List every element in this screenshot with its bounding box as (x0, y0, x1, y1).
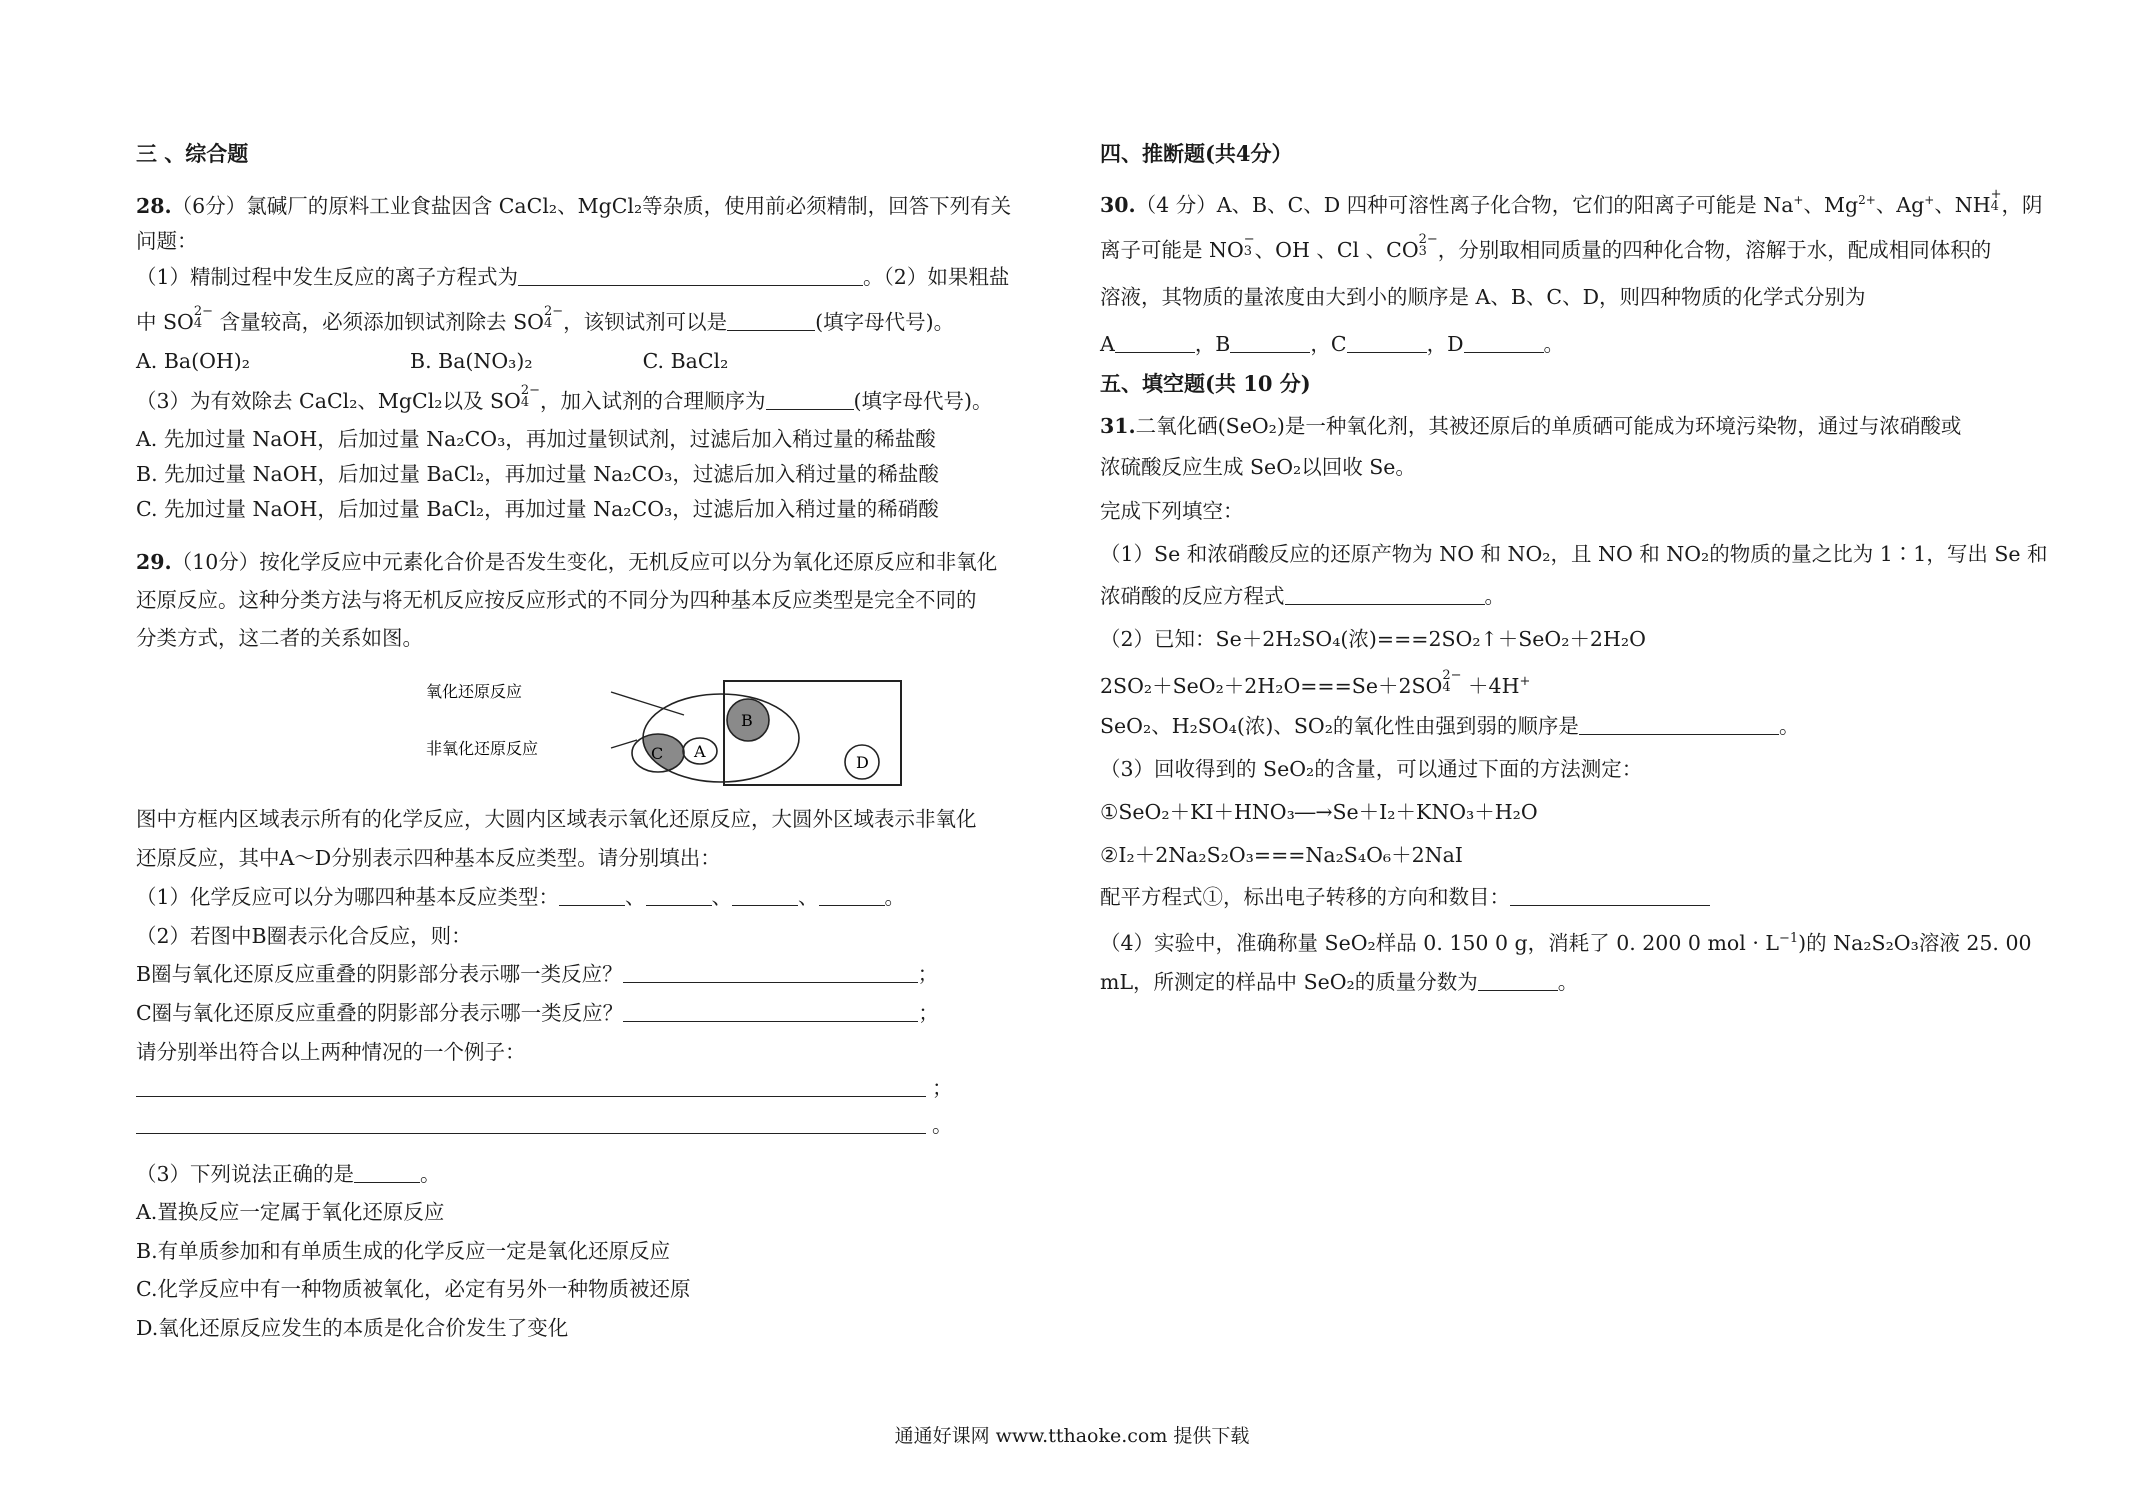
label-nonredox: 非氧化还原反应 (426, 739, 539, 758)
q31-line9: （3）回收得到的 SeO₂的含量，可以通过下面的方法测定： (1100, 757, 1643, 781)
q29-option-a: A.置换反应一定属于氧化还原反应 (136, 1200, 445, 1224)
blank[interactable] (623, 962, 918, 983)
blank[interactable] (1510, 885, 1710, 906)
answer-line-1-end: ； (932, 1076, 953, 1100)
blank[interactable] (1285, 584, 1485, 605)
q31-line4: （1）Se 和浓硝酸反应的还原产物为 NO 和 NO₂，且 NO 和 NO₂的物质的量之比为 1∶1，写出 Se 和 (1100, 542, 2048, 566)
blank[interactable] (727, 310, 815, 331)
q29-number: 29. (136, 550, 172, 574)
blank[interactable] (766, 389, 854, 410)
q29-line3: 分类方式，这二者的关系如图。 (136, 626, 423, 650)
q31-line2: 浓硫酸反应生成 SeO₂以回收 Se。 (1100, 455, 1416, 479)
q31-line12: 配平方程式①，标出电子转移的方向和数目： (1100, 883, 1710, 911)
q31-line14: mL，所测定的样品中 SeO₂的质量分数为 。 (1100, 970, 1579, 994)
q31-equation1: ①SeO₂＋KI＋HNO₃―→Se＋I₂＋KNO₃＋H₂O (1100, 800, 1538, 824)
q29-line10: 请分别举出符合以上两种情况的一个例子： (136, 1040, 526, 1064)
blank[interactable] (1347, 332, 1427, 353)
q28-line1: 28.（6分）氯碱厂的原料工业食盐因含 CaCl₂、MgCl₂等杂质，使用前必须精制，回答下列有关 (136, 194, 1012, 218)
q29-line5: 还原反应，其中A～D分别表示四种基本反应类型。请分别填出： (136, 846, 721, 870)
q29-line1: 29.（10分）按化学反应中元素化合价是否发生变化，无机反应可以分为氧化还原反应和非氧化 (136, 550, 998, 574)
blank[interactable] (646, 885, 712, 906)
blank[interactable] (623, 1001, 918, 1022)
q31-line6: （2）已知：Se＋2H₂SO₄(浓)===2SO₂↑＋SeO₂＋2H₂O (1100, 627, 1646, 651)
label-c: C (651, 744, 664, 763)
answer-line-2-end: 。 (932, 1113, 953, 1137)
q29-line6: （1）化学反应可以分为哪四种基本反应类型： 、 、 、 。 (136, 885, 906, 909)
q28-line6: （3）为有效除去 CaCl₂、MgCl₂以及 SO2− 4 ，加入试剂的合理顺序为 (填字母代号)。 (136, 383, 993, 413)
q31-line1: 31.二氧化硒(SeO₂)是一种氧化剂，其被还原后的单质硒可能成为环境污染物，通过与浓硝酸或 (1100, 414, 1962, 438)
blank[interactable] (1230, 332, 1310, 353)
blank[interactable] (1115, 332, 1195, 353)
blank[interactable] (354, 1162, 420, 1183)
q31-line13: （4）实验中，准确称量 SeO₂样品 0. 150 0 g，消耗了 0. 200 0 mol · $L^{-1}$)的 Na₂S₂O₃溶液 25. 00 (1100, 930, 2032, 955)
answer-line-1[interactable] (136, 1096, 926, 1097)
q29-line8: B圈与氧化还原反应重叠的阴影部分表示哪一类反应？ ； (136, 962, 939, 986)
blank[interactable] (1478, 970, 1558, 991)
q30-line2: 离子可能是 NO− 3 、OH 、Cl 、CO2− 3 ，分别取相同质量的四种化合物，溶解于水，配成相同体积的 (1100, 232, 1992, 262)
q28-line3: （1）精制过程中发生反应的离子方程式为 。（2）如果粗盐 (136, 265, 1010, 289)
q29-line4: 图中方框内区域表示所有的化学反应，大圆内区域表示氧化还原反应，大圆外区域表示非氧化 (136, 807, 977, 831)
q28-line4: 中 SO2− 4 含量较高，必须添加钡试剂除去 SO2− 4 ，该钡试剂可以是 (填字母代号)。 (136, 304, 955, 334)
blank[interactable] (1579, 714, 1779, 735)
q29-line2: 还原反应。这种分类方法与将无机反应按反应形式的不同分为四种基本反应类型是完全不同的 (136, 588, 977, 612)
q29-option-d: D.氧化还原反应发生的本质是化合价发生了变化 (136, 1316, 569, 1340)
q29-line13: （3）下列说法正确的是 。 (136, 1162, 441, 1186)
q28-options1: A. Ba(OH)₂ B. Ba(NO₃)₂ C. BaCl₂ (136, 349, 729, 373)
section4-heading: 四、推断题(共4分） (1100, 141, 1293, 166)
q28-option-a: A. 先加过量 NaOH，后加过量 Na₂CO₃，再加过量钡试剂，过滤后加入稍过量的稀盐酸 (136, 427, 936, 451)
answer-line-2[interactable] (136, 1133, 926, 1134)
page-footer: 通通好课网 www.tthaoke.com 提供下载 (894, 1425, 1250, 1447)
blank[interactable] (1464, 332, 1544, 353)
label-redox: 氧化还原反应 (426, 682, 523, 701)
q28-option-c: C. 先加过量 NaOH，后加过量 BaCl₂，再加过量 Na₂CO₃，过滤后加入稍过量的稀硝酸 (136, 497, 939, 521)
q30-number: 30. (1100, 192, 1136, 217)
q31-line3: 完成下列填空： (1100, 499, 1244, 523)
q31-number: 31. (1100, 414, 1136, 438)
q30-line3: 溶液，其物质的量浓度由大到小的顺序是 A、B、C、D，则四种物质的化学式分别为 (1100, 285, 1866, 309)
q29-line7: （2）若图中B圈表示化合反应，则： (136, 924, 472, 948)
blank[interactable] (518, 265, 863, 286)
q31-line7: 2SO₂＋SeO₂＋2H₂O===Se＋2SO2− 4 ＋4H+ (1100, 667, 1531, 698)
q29-line9: C圈与氧化还原反应重叠的阴影部分表示哪一类反应？ ； (136, 1001, 939, 1025)
q31-equation2: ②I₂＋2Na₂S₂O₃===Na₂S₄O₆＋2NaI (1100, 843, 1463, 867)
section5-heading: 五、填空题(共 10 分) (1100, 371, 1311, 396)
label-b: B (741, 711, 753, 730)
q31-line8: SeO₂、H₂SO₄(浓)、SO₂的氧化性由强到弱的顺序是 。 (1100, 714, 1800, 738)
q31-line5: 浓硝酸的反应方程式 。 (1100, 584, 1505, 608)
blank[interactable] (732, 885, 798, 906)
blank[interactable] (559, 885, 625, 906)
q30-line1: 30.（4 分）A、B、C、D 四种可溶性离子化合物，它们的阳离子可能是 Na+、$Mg^{2+}$、Ag+、NH+ 4 ，阴 (1100, 186, 2043, 217)
q29-option-c: C.化学反应中有一种物质被氧化，必定有另外一种物质被还原 (136, 1277, 691, 1301)
section3-heading: 三 、综合题 (136, 141, 249, 166)
q28-number: 28. (136, 194, 172, 218)
q28-option-b: B. 先加过量 NaOH，后加过量 BaCl₂，再加过量 Na₂CO₃，过滤后加入稍过量的稀盐酸 (136, 462, 939, 486)
label-d: D (856, 753, 869, 772)
q28-line2: 问题： (136, 229, 198, 253)
label-a: A (694, 742, 706, 761)
q30-line4: A ，B ，C ，D 。 (1100, 332, 1565, 356)
q29-option-b: B.有单质参加和有单质生成的化学反应一定是氧化还原反应 (136, 1239, 671, 1263)
blank[interactable] (819, 885, 885, 906)
